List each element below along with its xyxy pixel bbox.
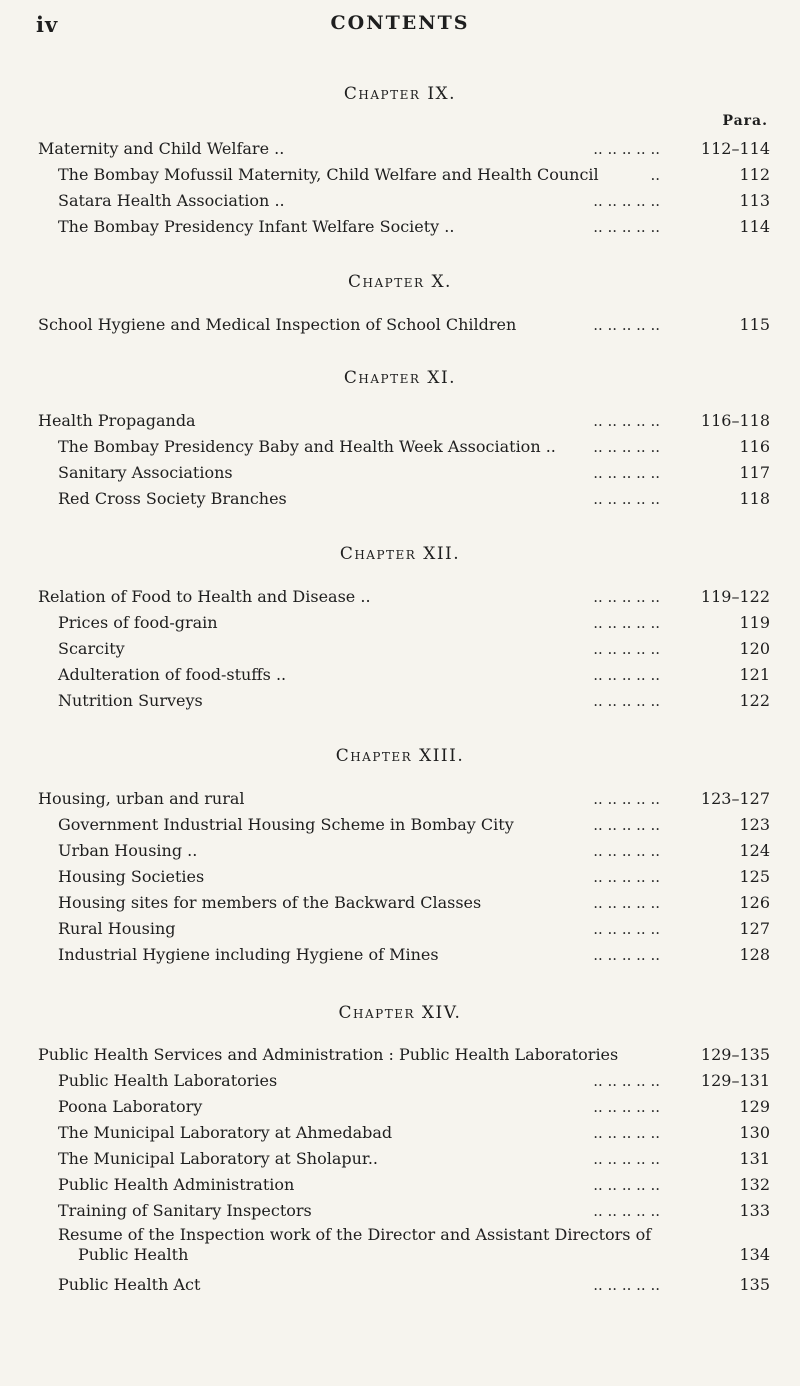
toc-entry [58, 1199, 770, 1223]
leader-dots: .. .. .. .. .. [593, 1124, 660, 1142]
toc-entry [58, 435, 770, 459]
entry-para: 129–135 [700, 1045, 770, 1064]
entry-title: Maternity and Child Welfare .. [38, 139, 285, 158]
toc-entry [58, 461, 770, 485]
entry-para: 135 [739, 1275, 770, 1294]
toc-entry [58, 163, 770, 187]
entry-para: 123 [739, 815, 770, 834]
entry-para: 133 [739, 1201, 770, 1220]
para-column-label: Para. [722, 113, 768, 129]
entry-title: Housing, urban and rural [38, 789, 245, 808]
entry-para: 132 [739, 1175, 770, 1194]
leader-dots: .. .. .. .. .. [593, 140, 660, 158]
leader-dots: .. .. .. .. .. [593, 1202, 660, 1220]
entry-title: Housing sites for members of the Backward Classes [58, 893, 482, 912]
entry-title: Rural Housing [58, 919, 176, 938]
entry-title: Health Propaganda [38, 411, 196, 430]
leader-dots: .. .. .. .. .. [593, 692, 660, 710]
entry-title: School Hygiene and Medical Inspection of School Children [38, 315, 517, 334]
running-head [0, 12, 800, 42]
toc-entry [58, 1069, 770, 1093]
chapter-heading: Chapter X. [348, 272, 452, 292]
toc-entry [58, 189, 770, 213]
toc-entry [58, 637, 770, 661]
entry-para: 113 [739, 191, 770, 210]
leader-dots: .. .. .. .. .. [593, 920, 660, 938]
toc-entry [58, 943, 770, 967]
leader-dots: .. .. .. .. .. [593, 1176, 660, 1194]
entry-title: Adulteration of food-stuffs .. [58, 665, 287, 684]
leader-dots: .. [650, 166, 660, 184]
entry-para: 119–122 [700, 587, 770, 606]
page-title: CONTENTS [330, 12, 470, 34]
entry-para: 120 [739, 639, 770, 658]
leader-dots: .. .. .. .. .. [593, 946, 660, 964]
entry-title: Public Health Laboratories [58, 1071, 278, 1090]
entry-para: 127 [739, 919, 770, 938]
entry-para: 128 [739, 945, 770, 964]
toc-entry [58, 215, 770, 239]
entry-title: Public Health Act [58, 1275, 201, 1294]
chapter-heading: Chapter XIII. [335, 746, 465, 766]
entry-title: Public Health Administration [58, 1175, 295, 1194]
entry-para: 116–118 [700, 411, 770, 430]
leader-dots: .. .. .. .. .. [593, 412, 660, 430]
toc-entry [58, 839, 770, 863]
toc-entry [58, 663, 770, 687]
leader-dots: .. .. .. .. .. [593, 1276, 660, 1294]
entry-para: 116 [739, 437, 770, 456]
entry-title: Satara Health Association .. [58, 191, 285, 210]
leader-dots: .. .. .. .. .. [593, 790, 660, 808]
leader-dots: .. .. .. .. .. [593, 640, 660, 658]
leader-dots: .. .. .. .. .. [593, 868, 660, 886]
toc-entry [38, 1043, 770, 1067]
entry-title: Prices of food-grain [58, 613, 218, 632]
entry-title-line-2: Public Health [78, 1245, 189, 1264]
leader-dots: .. .. .. .. .. [593, 1072, 660, 1090]
toc-entry [38, 585, 770, 609]
toc-entry [58, 917, 770, 941]
toc-entry [58, 1173, 770, 1197]
entry-para: 114 [739, 217, 770, 236]
entry-para: 125 [739, 867, 770, 886]
leader-dots: .. .. .. .. .. [593, 438, 660, 456]
page-number: iv [36, 12, 59, 37]
entry-para: 129 [739, 1097, 770, 1116]
entry-para: 131 [739, 1149, 770, 1168]
entry-para: 118 [739, 489, 770, 508]
entry-title: The Bombay Presidency Infant Welfare Society .. [58, 217, 455, 236]
entry-para: 117 [739, 463, 770, 482]
entry-title: The Municipal Laboratory at Sholapur.. [58, 1149, 378, 1168]
leader-dots: .. .. .. .. .. [593, 218, 660, 236]
entry-para: 119 [739, 613, 770, 632]
leader-dots: .. .. .. .. .. [593, 894, 660, 912]
entry-title: Industrial Hygiene including Hygiene of Mines [58, 945, 439, 964]
toc-entry [58, 1225, 770, 1271]
chapter-heading: Chapter XIV. [338, 1003, 462, 1023]
leader-dots: .. .. .. .. .. [593, 316, 660, 334]
toc-entry [58, 1147, 770, 1171]
entry-title: The Municipal Laboratory at Ahmedabad [58, 1123, 393, 1142]
entry-para: 112 [739, 165, 770, 184]
entry-title: Nutrition Surveys [58, 691, 203, 710]
entry-para: 122 [739, 691, 770, 710]
entry-title: The Bombay Mofussil Maternity, Child Welfare and Health Council [58, 165, 599, 184]
leader-dots: .. .. .. .. .. [593, 588, 660, 606]
chapter-heading: Chapter XII. [339, 544, 461, 564]
toc-entry [58, 1273, 770, 1297]
entry-title: The Bombay Presidency Baby and Health Week Association .. [58, 437, 556, 456]
toc-entry [38, 787, 770, 811]
entry-para: 126 [739, 893, 770, 912]
toc-entry [58, 611, 770, 635]
entry-title: Government Industrial Housing Scheme in Bombay City [58, 815, 514, 834]
entry-para: 129–131 [700, 1071, 770, 1090]
entry-para: 124 [739, 841, 770, 860]
entry-para: 115 [739, 315, 770, 334]
toc-entry [58, 891, 770, 915]
toc-entry [38, 313, 770, 337]
entry-title: Urban Housing .. [58, 841, 198, 860]
leader-dots: .. .. .. .. .. [593, 816, 660, 834]
entry-title [58, 1225, 658, 1265]
entry-para: 121 [739, 665, 770, 684]
entry-title: Public Health Services and Administration : Public Health Laboratories [38, 1045, 619, 1064]
chapter-heading: Chapter XI. [343, 368, 457, 388]
entry-title: Housing Societies [58, 867, 205, 886]
leader-dots: .. .. .. .. .. [593, 1098, 660, 1116]
toc-entry [58, 813, 770, 837]
entry-para: 112–114 [700, 139, 770, 158]
entry-title: Relation of Food to Health and Disease .. [38, 587, 371, 606]
entry-title: Poona Laboratory [58, 1097, 203, 1116]
leader-dots: .. .. .. .. .. [593, 192, 660, 210]
toc-entry [58, 1121, 770, 1145]
leader-dots: .. .. .. .. .. [593, 842, 660, 860]
leader-dots: .. .. .. .. .. [593, 1150, 660, 1168]
entry-para: 123–127 [700, 789, 770, 808]
leader-dots: .. .. .. .. .. [593, 614, 660, 632]
toc-entry [58, 1095, 770, 1119]
toc-entry [58, 865, 770, 889]
chapter-heading: Chapter IX. [343, 84, 457, 104]
entry-title: Red Cross Society Branches [58, 489, 287, 508]
leader-dots: .. .. .. .. .. [593, 490, 660, 508]
entry-para: 130 [739, 1123, 770, 1142]
leader-dots: .. .. .. .. .. [593, 464, 660, 482]
toc-entry [58, 487, 770, 511]
toc-entry [58, 689, 770, 713]
entry-title: Sanitary Associations [58, 463, 233, 482]
entry-title-line-1: Resume of the Inspection work of the Director and Assistant Directors of [58, 1225, 652, 1244]
leader-dots: .. .. .. .. .. [593, 666, 660, 684]
entry-title: Training of Sanitary Inspectors [58, 1201, 312, 1220]
entry-title: Scarcity [58, 639, 125, 658]
entry-para: 134 [739, 1245, 770, 1264]
toc-entry [38, 409, 770, 433]
toc-entry [38, 137, 770, 161]
